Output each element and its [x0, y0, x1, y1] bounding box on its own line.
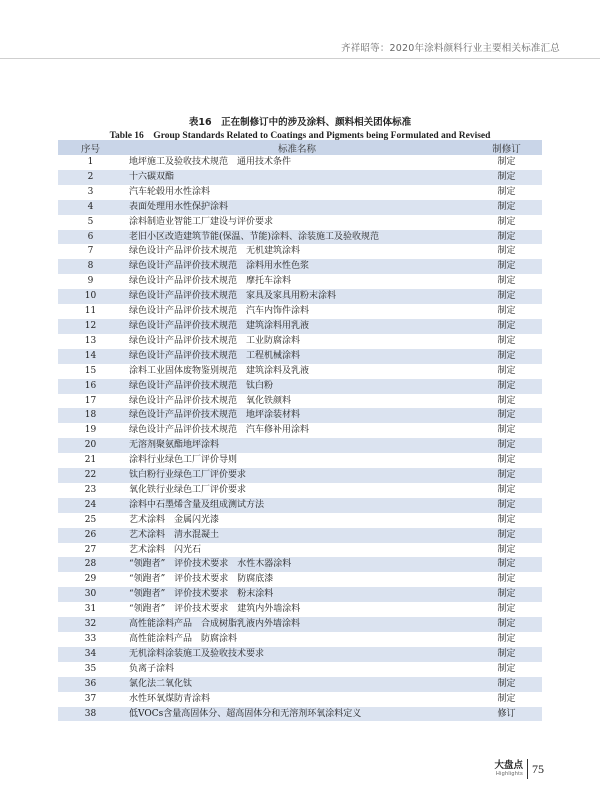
- revision-type: 制定: [497, 380, 516, 391]
- row-number: 15: [84, 365, 97, 376]
- table-row: [58, 543, 542, 558]
- standard-name: 氯化法二氧化钛: [129, 678, 193, 689]
- standard-name: 艺术涂料 清水混凝土: [129, 529, 220, 540]
- standard-name: 氧化铁行业绿色工厂评价要求: [129, 484, 247, 495]
- row-number: 11: [84, 306, 97, 317]
- table-row: [58, 468, 542, 483]
- revision-type: 制定: [497, 499, 516, 510]
- standard-name: 涂料中石墨烯含量及组成测试方法: [129, 499, 265, 510]
- table-body: [58, 155, 542, 721]
- table-row: [58, 587, 542, 602]
- table-row: [58, 379, 542, 394]
- table-row: [58, 230, 542, 245]
- revision-type: 制定: [497, 484, 516, 495]
- table-header-row: [58, 140, 542, 155]
- header-num: 序号: [80, 143, 100, 155]
- standard-name: “领跑者” 评价技术要求 建筑内外墙涂料: [129, 604, 301, 615]
- row-number: 14: [84, 350, 97, 361]
- revision-type: 制定: [497, 559, 516, 570]
- revision-type: 制定: [497, 395, 516, 406]
- revision-type: 制定: [497, 306, 516, 317]
- table-row: [58, 155, 542, 170]
- revision-type: 制定: [497, 410, 516, 421]
- table-row: [58, 304, 542, 319]
- row-number: 24: [84, 499, 97, 510]
- table-row: [58, 617, 542, 632]
- standard-name: 绿色设计产品评价技术规范 钛白粉: [129, 380, 274, 391]
- standard-name: 钛白粉行业绿色工厂评价要求: [129, 470, 247, 481]
- standard-name: 负离子涂料: [129, 663, 175, 674]
- revision-type: 制定: [497, 231, 516, 242]
- table-row: [58, 408, 542, 423]
- standard-name: 绿色设计产品评价技术规范 汽车修补用涂料: [129, 425, 310, 436]
- footer-divider: [527, 759, 528, 779]
- row-number: 37: [84, 693, 97, 704]
- standard-name: 涂料工业固体废物鉴别规范 建筑涂料及乳液: [129, 365, 310, 376]
- table-row: [58, 200, 542, 215]
- table-row: [58, 498, 542, 513]
- revision-type: 制定: [497, 201, 516, 212]
- row-number: 32: [84, 619, 97, 630]
- standard-name: 表面处理用水性保护涂料: [129, 201, 229, 212]
- standard-name: “领跑者” 评价技术要求 防腐底漆: [129, 574, 274, 585]
- section-subtitle: Highlights: [495, 771, 523, 777]
- table-row: [58, 334, 542, 349]
- revision-type: 制定: [497, 365, 516, 376]
- revision-type: 制定: [497, 574, 516, 585]
- row-number: 36: [84, 678, 97, 689]
- revision-type: 制定: [497, 335, 516, 346]
- row-number: 2: [87, 171, 94, 182]
- revision-type: 制定: [497, 276, 516, 287]
- table-row: [58, 513, 542, 528]
- table-row: [58, 215, 542, 230]
- table-row: [58, 170, 542, 185]
- row-number: 31: [84, 604, 97, 615]
- row-number: 7: [87, 246, 94, 257]
- standard-name: 无溶剂聚氨酯地坪涂料: [129, 440, 220, 451]
- standard-name: 绿色设计产品评价技术规范 氧化铁颜料: [129, 395, 292, 406]
- revision-type: 制定: [497, 186, 516, 197]
- table-row: [58, 692, 542, 707]
- row-number: 16: [84, 380, 97, 391]
- table-row: [58, 423, 542, 438]
- row-number: 4: [87, 201, 94, 212]
- header-type: 制修订: [492, 143, 521, 155]
- standard-name: 绿色设计产品评价技术规范 摩托车涂料: [129, 276, 292, 287]
- standard-name: 绿色设计产品评价技术规范 地坪涂装材料: [129, 410, 301, 421]
- standard-name: 艺术涂料 金属闪光漆: [129, 514, 220, 525]
- revision-type: 制定: [497, 216, 516, 227]
- standard-name: 地坪施工及验收技术规范 通用技术条件: [129, 157, 292, 167]
- row-number: 35: [84, 663, 97, 674]
- revision-type: 制定: [497, 514, 516, 525]
- standard-name: 绿色设计产品评价技术规范 汽车内饰件涂料: [129, 306, 310, 317]
- table-row: [58, 394, 542, 409]
- table-row: [58, 364, 542, 379]
- standard-name: 绿色设计产品评价技术规范 工程机械涂料: [129, 350, 301, 361]
- revision-type: 制定: [497, 648, 516, 659]
- revision-type: 制定: [497, 634, 516, 644]
- row-number: 12: [84, 320, 97, 331]
- revision-type: 制定: [497, 440, 516, 451]
- table-row: [58, 244, 542, 259]
- standard-name: 涂料行业绿色工厂评价导则: [129, 455, 238, 466]
- revision-type: 修订: [497, 708, 516, 719]
- revision-type: 制定: [497, 589, 516, 600]
- row-number: 26: [84, 529, 97, 540]
- row-number: 9: [87, 276, 94, 287]
- page-footer: [494, 758, 544, 780]
- row-number: 29: [84, 574, 97, 585]
- table-row: [58, 259, 542, 274]
- table-row: [58, 483, 542, 498]
- standard-name: 十六碳双酯: [129, 171, 175, 182]
- revision-type: 制定: [497, 663, 516, 674]
- standard-name: 绿色设计产品评价技术规范 家具及家具用粉末涂料: [129, 291, 337, 302]
- row-number: 38: [84, 708, 97, 719]
- table-row: [58, 677, 542, 692]
- table-row: [58, 572, 542, 587]
- standard-name: 绿色设计产品评价技术规范 涂料用水性色浆: [129, 261, 310, 272]
- revision-type: 制定: [497, 604, 516, 615]
- standard-name: 绿色设计产品评价技术规范 工业防腐涂料: [129, 335, 301, 346]
- table-row: [58, 602, 542, 617]
- row-number: 30: [84, 589, 97, 600]
- revision-type: 制定: [497, 678, 516, 689]
- table-row: [58, 647, 542, 662]
- standard-name: 绿色设计产品评价技术规范 建筑涂料用乳液: [129, 320, 310, 331]
- row-number: 3: [87, 186, 94, 197]
- table-row: [58, 274, 542, 289]
- revision-type: 制定: [497, 157, 516, 167]
- table-caption-cn: 表16 正在制修订中的涉及涂料、颜料相关团体标准: [188, 117, 412, 128]
- row-number: 5: [87, 216, 94, 227]
- header-rule: [0, 58, 600, 59]
- row-number: 1: [87, 157, 94, 167]
- table-caption-en: Table 16 Group Standards Related to Coatings and Pigments being Formulated and Revised: [109, 131, 491, 141]
- row-number: 8: [87, 261, 94, 272]
- revision-type: 制定: [497, 320, 516, 331]
- row-number: 20: [84, 440, 97, 451]
- standard-name: 高性能涂料产品 合成树脂乳液内外墙涂料: [129, 619, 301, 630]
- table-row: [58, 528, 542, 543]
- row-number: 6: [87, 231, 94, 242]
- table-row: [58, 632, 542, 647]
- standard-name: 无机涂料涂装施工及验收技术要求: [129, 648, 265, 659]
- standard-name: 艺术涂料 闪光石: [129, 544, 202, 555]
- row-number: 27: [84, 544, 97, 555]
- standard-name: 绿色设计产品评价技术规范 无机建筑涂料: [129, 246, 301, 257]
- standards-table: [58, 140, 542, 721]
- revision-type: 制定: [497, 529, 516, 540]
- row-number: 28: [84, 559, 97, 570]
- table-row: [58, 662, 542, 677]
- row-number: 19: [84, 425, 97, 436]
- page-number: 75: [532, 761, 544, 776]
- standard-name: 汽车轮毂用水性涂料: [129, 186, 211, 197]
- standard-name: “领跑者” 评价技术要求 粉末涂料: [129, 589, 274, 600]
- revision-type: 制定: [497, 261, 516, 272]
- revision-type: 制定: [497, 544, 516, 555]
- row-number: 23: [84, 484, 97, 495]
- standard-name: 水性环氧煤防青涂料: [129, 693, 211, 704]
- revision-type: 制定: [497, 350, 516, 361]
- table-row: [58, 557, 542, 572]
- revision-type: 制定: [497, 470, 516, 481]
- row-number: 25: [84, 514, 97, 525]
- revision-type: 制定: [497, 619, 516, 630]
- standard-name: 涂料制造业智能工厂建设与评价要求: [129, 216, 274, 227]
- standard-name: 高性能涂料产品 防腐涂料: [129, 634, 238, 644]
- table-row: [58, 453, 542, 468]
- standard-name: 老旧小区改造建筑节能(保温、节能)涂料、涂装施工及验收规范: [129, 231, 380, 242]
- table-row: [58, 289, 542, 304]
- standard-name: 低VOCs含量高固体分、超高固体分和无溶剂环氧涂料定义: [129, 708, 362, 719]
- revision-type: 制定: [497, 455, 516, 466]
- revision-type: 制定: [497, 291, 516, 302]
- footer-labels: [494, 760, 523, 778]
- table-row: [58, 319, 542, 334]
- row-number: 22: [84, 470, 97, 481]
- standard-name: “领跑者” 评价技术要求 水性木器涂料: [129, 559, 292, 570]
- table-row: [58, 185, 542, 200]
- row-number: 17: [84, 395, 97, 406]
- revision-type: 制定: [497, 425, 516, 436]
- row-number: 18: [84, 410, 97, 421]
- section-title: 大盘点: [494, 760, 523, 771]
- row-number: 10: [84, 291, 97, 302]
- row-number: 13: [84, 335, 97, 346]
- revision-type: 制定: [497, 246, 516, 257]
- row-number: 34: [84, 648, 97, 659]
- row-number: 33: [84, 634, 97, 644]
- table-row: [58, 438, 542, 453]
- running-head: 齐祥昭等：2020年涂料颜料行业主要相关标准汇总: [341, 43, 560, 54]
- revision-type: 制定: [497, 171, 516, 182]
- revision-type: 制定: [497, 693, 516, 704]
- row-number: 21: [84, 455, 97, 466]
- header-name: 标准名称: [277, 143, 316, 155]
- table-row: [58, 349, 542, 364]
- table-row: [58, 707, 542, 722]
